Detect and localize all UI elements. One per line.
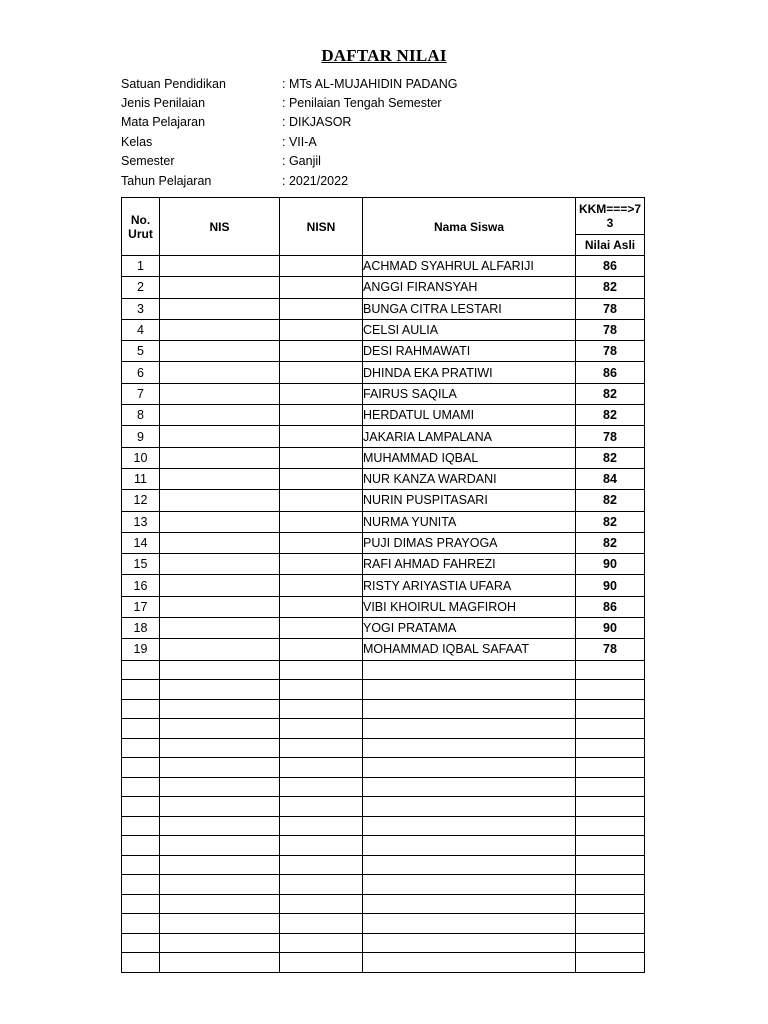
header-nama-siswa: Nama Siswa xyxy=(363,198,576,256)
student-name: HERDATUL UMAMI xyxy=(363,405,576,426)
empty-cell xyxy=(122,660,160,680)
row-number: 16 xyxy=(122,575,160,596)
empty-cell xyxy=(122,797,160,817)
empty-cell xyxy=(122,836,160,856)
meta-value: : 2021/2022 xyxy=(282,173,349,188)
grade-value: 78 xyxy=(576,319,645,340)
row-number: 14 xyxy=(122,532,160,553)
grade-value: 86 xyxy=(576,362,645,383)
nisn-cell xyxy=(280,256,363,277)
empty-cell xyxy=(280,738,363,758)
meta-value: : Penilaian Tengah Semester xyxy=(282,96,442,111)
row-number: 7 xyxy=(122,383,160,404)
header-kkm: KKM===>73 xyxy=(576,198,645,235)
empty-cell xyxy=(160,719,280,739)
meta-row xyxy=(121,74,457,93)
header-nis: NIS xyxy=(160,198,280,256)
empty-cell xyxy=(160,933,280,953)
nis-cell xyxy=(160,554,280,575)
row-number: 18 xyxy=(122,618,160,639)
empty-row xyxy=(122,660,645,680)
document-title: DAFTAR NILAI xyxy=(321,46,447,65)
table-row xyxy=(122,405,645,426)
empty-row xyxy=(122,855,645,875)
empty-cell xyxy=(363,797,576,817)
row-number: 4 xyxy=(122,319,160,340)
grade-value: 86 xyxy=(576,596,645,617)
table-row xyxy=(122,362,645,383)
empty-cell xyxy=(122,816,160,836)
empty-cell xyxy=(280,953,363,973)
grade-value: 86 xyxy=(576,256,645,277)
empty-cell xyxy=(280,797,363,817)
empty-cell xyxy=(576,953,645,973)
grade-value: 84 xyxy=(576,468,645,489)
table-row xyxy=(122,639,645,660)
student-name: JAKARIA LAMPALANA xyxy=(363,426,576,447)
empty-row xyxy=(122,797,645,817)
empty-cell xyxy=(363,758,576,778)
empty-cell xyxy=(363,933,576,953)
nis-cell xyxy=(160,277,280,298)
empty-row xyxy=(122,816,645,836)
row-number: 10 xyxy=(122,447,160,468)
nisn-cell xyxy=(280,447,363,468)
student-name: RISTY ARIYASTIA UFARA xyxy=(363,575,576,596)
row-number: 1 xyxy=(122,256,160,277)
meta-row xyxy=(121,113,457,132)
nis-cell xyxy=(160,468,280,489)
nisn-cell xyxy=(280,639,363,660)
empty-cell xyxy=(280,933,363,953)
grade-value: 82 xyxy=(576,383,645,404)
empty-cell xyxy=(122,719,160,739)
empty-cell xyxy=(160,836,280,856)
empty-cell xyxy=(122,875,160,895)
nis-cell xyxy=(160,383,280,404)
empty-cell xyxy=(280,816,363,836)
table-row xyxy=(122,490,645,511)
empty-cell xyxy=(280,914,363,934)
empty-cell xyxy=(576,719,645,739)
empty-cell xyxy=(122,777,160,797)
empty-cell xyxy=(280,855,363,875)
grade-value: 82 xyxy=(576,532,645,553)
empty-cell xyxy=(363,914,576,934)
student-name: ACHMAD SYAHRUL ALFARIJI xyxy=(363,256,576,277)
row-number: 19 xyxy=(122,639,160,660)
nis-cell xyxy=(160,490,280,511)
table-row xyxy=(122,532,645,553)
empty-cell xyxy=(576,660,645,680)
row-number: 2 xyxy=(122,277,160,298)
header-no-urut: No. Urut xyxy=(122,198,160,256)
empty-cell xyxy=(363,738,576,758)
nisn-cell xyxy=(280,383,363,404)
student-name: FAIRUS SAQILA xyxy=(363,383,576,404)
header-nilai-asli: Nilai Asli xyxy=(576,235,645,256)
empty-row xyxy=(122,914,645,934)
empty-row xyxy=(122,953,645,973)
empty-cell xyxy=(576,680,645,700)
grade-value: 82 xyxy=(576,447,645,468)
empty-cell xyxy=(160,875,280,895)
empty-row xyxy=(122,680,645,700)
nis-cell xyxy=(160,639,280,660)
meta-row xyxy=(121,132,457,151)
empty-cell xyxy=(280,875,363,895)
empty-cell xyxy=(280,758,363,778)
empty-cell xyxy=(160,855,280,875)
empty-cell xyxy=(363,719,576,739)
student-name: ANGGI FIRANSYAH xyxy=(363,277,576,298)
student-name: CELSI AULIA xyxy=(363,319,576,340)
nisn-cell xyxy=(280,319,363,340)
empty-row xyxy=(122,699,645,719)
empty-row xyxy=(122,738,645,758)
empty-cell xyxy=(280,680,363,700)
student-name: NURIN PUSPITASARI xyxy=(363,490,576,511)
empty-cell xyxy=(363,777,576,797)
empty-cell xyxy=(363,660,576,680)
empty-cell xyxy=(160,738,280,758)
empty-cell xyxy=(122,855,160,875)
table-row xyxy=(122,298,645,319)
nisn-cell xyxy=(280,618,363,639)
meta-row xyxy=(121,152,457,171)
grade-value: 90 xyxy=(576,618,645,639)
empty-cell xyxy=(576,914,645,934)
student-name: YOGI PRATAMA xyxy=(363,618,576,639)
empty-cell xyxy=(160,699,280,719)
meta-label: Jenis Penilaian xyxy=(121,96,206,111)
empty-cell xyxy=(160,953,280,973)
empty-cell xyxy=(160,758,280,778)
grade-value: 90 xyxy=(576,554,645,575)
header-nisn: NISN xyxy=(280,198,363,256)
grade-value: 78 xyxy=(576,639,645,660)
nis-cell xyxy=(160,362,280,383)
row-number: 12 xyxy=(122,490,160,511)
nis-cell xyxy=(160,447,280,468)
nis-cell xyxy=(160,319,280,340)
empty-cell xyxy=(576,875,645,895)
nisn-cell xyxy=(280,554,363,575)
meta-label: Tahun Pelajaran xyxy=(121,173,212,188)
nisn-cell xyxy=(280,426,363,447)
empty-cell xyxy=(280,660,363,680)
empty-cell xyxy=(363,836,576,856)
nis-cell xyxy=(160,341,280,362)
student-name: NUR KANZA WARDANI xyxy=(363,468,576,489)
empty-row xyxy=(122,894,645,914)
empty-cell xyxy=(576,836,645,856)
empty-row xyxy=(122,719,645,739)
grades-table xyxy=(121,197,645,973)
nis-cell xyxy=(160,511,280,532)
table-row xyxy=(122,596,645,617)
nis-cell xyxy=(160,575,280,596)
meta-row xyxy=(121,171,457,190)
nis-cell xyxy=(160,596,280,617)
empty-cell xyxy=(160,797,280,817)
table-row xyxy=(122,256,645,277)
grade-value: 78 xyxy=(576,426,645,447)
empty-cell xyxy=(576,933,645,953)
empty-cell xyxy=(122,914,160,934)
row-number: 11 xyxy=(122,468,160,489)
empty-cell xyxy=(576,738,645,758)
empty-cell xyxy=(576,894,645,914)
empty-cell xyxy=(280,719,363,739)
meta-label: Satuan Pendidikan xyxy=(121,76,226,91)
row-number: 15 xyxy=(122,554,160,575)
empty-cell xyxy=(280,777,363,797)
nis-cell xyxy=(160,256,280,277)
empty-cell xyxy=(363,680,576,700)
student-name: NURMA YUNITA xyxy=(363,511,576,532)
nisn-cell xyxy=(280,575,363,596)
row-number: 6 xyxy=(122,362,160,383)
empty-cell xyxy=(122,953,160,973)
student-name: RAFI AHMAD FAHREZI xyxy=(363,554,576,575)
empty-cell xyxy=(160,914,280,934)
student-name: DESI RAHMAWATI xyxy=(363,341,576,362)
empty-cell xyxy=(363,855,576,875)
document-meta xyxy=(121,74,457,190)
empty-cell xyxy=(363,875,576,895)
student-name: MOHAMMAD IQBAL SAFAAT xyxy=(363,639,576,660)
table-row xyxy=(122,447,645,468)
empty-cell xyxy=(576,816,645,836)
grade-value: 82 xyxy=(576,511,645,532)
empty-row xyxy=(122,836,645,856)
meta-label: Mata Pelajaran xyxy=(121,115,206,130)
empty-cell xyxy=(576,758,645,778)
empty-cell xyxy=(280,836,363,856)
empty-row xyxy=(122,933,645,953)
empty-row xyxy=(122,758,645,778)
empty-cell xyxy=(363,699,576,719)
empty-cell xyxy=(122,933,160,953)
empty-cell xyxy=(280,894,363,914)
empty-cell xyxy=(160,777,280,797)
empty-cell xyxy=(363,953,576,973)
grade-value: 90 xyxy=(576,575,645,596)
nisn-cell xyxy=(280,532,363,553)
nis-cell xyxy=(160,532,280,553)
empty-cell xyxy=(160,680,280,700)
table-row xyxy=(122,426,645,447)
table-row xyxy=(122,468,645,489)
grade-value: 78 xyxy=(576,341,645,362)
meta-value: : Ganjil xyxy=(282,154,321,169)
empty-row xyxy=(122,875,645,895)
student-name: BUNGA CITRA LESTARI xyxy=(363,298,576,319)
nisn-cell xyxy=(280,362,363,383)
meta-value: : DIKJASOR xyxy=(282,115,352,130)
empty-cell xyxy=(122,699,160,719)
nisn-cell xyxy=(280,468,363,489)
grade-value: 82 xyxy=(576,277,645,298)
nisn-cell xyxy=(280,298,363,319)
empty-cell xyxy=(122,738,160,758)
table-row xyxy=(122,319,645,340)
empty-cell xyxy=(576,699,645,719)
empty-cell xyxy=(160,894,280,914)
table-row xyxy=(122,554,645,575)
student-name: MUHAMMAD IQBAL xyxy=(363,447,576,468)
nisn-cell xyxy=(280,341,363,362)
row-number: 8 xyxy=(122,405,160,426)
row-number: 5 xyxy=(122,341,160,362)
empty-row xyxy=(122,777,645,797)
empty-cell xyxy=(122,680,160,700)
nisn-cell xyxy=(280,277,363,298)
meta-value: : MTs AL-MUJAHIDIN PADANG xyxy=(282,76,458,91)
empty-cell xyxy=(280,699,363,719)
row-number: 17 xyxy=(122,596,160,617)
table-row xyxy=(122,341,645,362)
table-row xyxy=(122,618,645,639)
nis-cell xyxy=(160,426,280,447)
empty-cell xyxy=(576,855,645,875)
table-row xyxy=(122,575,645,596)
table-row xyxy=(122,511,645,532)
table-row xyxy=(122,383,645,404)
grade-value: 82 xyxy=(576,405,645,426)
empty-cell xyxy=(122,758,160,778)
empty-cell xyxy=(160,816,280,836)
table-row xyxy=(122,277,645,298)
empty-cell xyxy=(363,894,576,914)
nisn-cell xyxy=(280,596,363,617)
grade-value: 78 xyxy=(576,298,645,319)
meta-label: Kelas xyxy=(121,134,153,149)
nisn-cell xyxy=(280,511,363,532)
meta-row xyxy=(121,93,457,112)
student-name: VIBI KHOIRUL MAGFIROH xyxy=(363,596,576,617)
row-number: 13 xyxy=(122,511,160,532)
empty-cell xyxy=(576,777,645,797)
student-name: PUJI DIMAS PRAYOGA xyxy=(363,532,576,553)
nis-cell xyxy=(160,298,280,319)
row-number: 9 xyxy=(122,426,160,447)
nisn-cell xyxy=(280,405,363,426)
row-number: 3 xyxy=(122,298,160,319)
meta-value: : VII-A xyxy=(282,134,317,149)
empty-cell xyxy=(122,894,160,914)
empty-cell xyxy=(160,660,280,680)
nis-cell xyxy=(160,405,280,426)
empty-cell xyxy=(363,816,576,836)
nisn-cell xyxy=(280,490,363,511)
meta-label: Semester xyxy=(121,154,175,169)
nis-cell xyxy=(160,618,280,639)
grade-value: 82 xyxy=(576,490,645,511)
empty-cell xyxy=(576,797,645,817)
student-name: DHINDA EKA PRATIWI xyxy=(363,362,576,383)
